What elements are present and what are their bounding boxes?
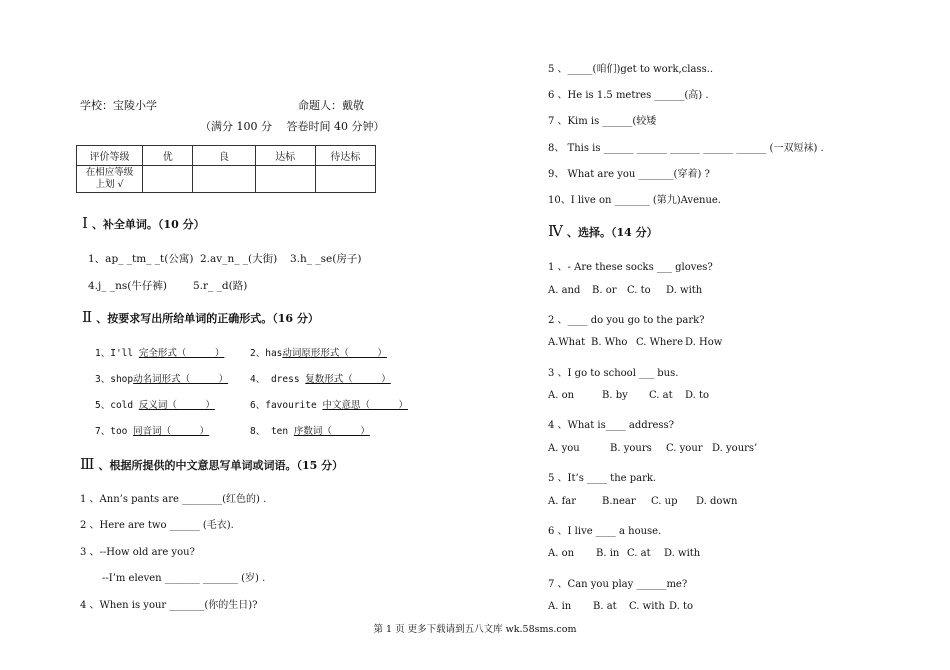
section2-hint: 反义词（ ） (138, 400, 215, 411)
author-name: 命题人：戴敬 (298, 99, 364, 112)
grade-cell[interactable] (315, 166, 375, 193)
section3-title: 、根据所提供的中文意思写单词或词语。（15 分） (98, 459, 344, 472)
question-text: 2 、____ do you go to the park? (548, 315, 705, 326)
option-b[interactable]: B. at (593, 601, 617, 612)
option-a[interactable]: A. far (548, 496, 577, 507)
option-a[interactable]: A. in (548, 601, 572, 612)
section2-item (95, 371, 228, 385)
section1-item: 2.av_n_ _(大街) (200, 253, 278, 265)
section3-heading (80, 455, 343, 473)
school-name: 学校：宝陵小学 (80, 99, 157, 112)
section2-hint: 序数词（ ） (293, 426, 370, 437)
section2-hint: 同音词（ ） (133, 426, 210, 437)
section3-item: 4 、When is your _______(你的生日)? (80, 600, 258, 611)
section3-item: 2 、Here are two ______ (毛衣). (80, 520, 234, 531)
section2-word: 2、has (250, 348, 283, 359)
section2-hint: 中文意思（ ） (322, 400, 408, 411)
section3-item: --I’m eleven _______ _______ (岁) . (102, 573, 266, 584)
section3-item: 9、 What are you _______(穿着) ? (548, 169, 710, 180)
option-a[interactable]: A. on (548, 390, 575, 401)
grade-cell[interactable] (255, 166, 315, 193)
grade-header-cell: 达标 (255, 146, 315, 166)
grade-row-label (77, 166, 143, 193)
option-d[interactable]: D. down (696, 496, 738, 507)
page-footer: 第 1 页 更多下载请到五八文库 wk.58sms.com (373, 624, 577, 635)
section2-item (250, 371, 391, 385)
section2-word: 3、shop (95, 374, 134, 385)
section4-heading (548, 222, 658, 240)
grade-header-cell: 优 (143, 146, 193, 166)
option-c[interactable]: C. Where (636, 337, 683, 348)
section1-item: 5.r_ _d(路) (193, 280, 248, 292)
scoring-info: （满分 100 分 答卷时间 40 分钟） (200, 120, 385, 133)
option-b[interactable]: B. by (602, 390, 628, 401)
section4-title: 、选择。（14 分） (567, 226, 658, 239)
section3-item: 10、I live on _______ (第九)Avenue. (548, 195, 721, 206)
question-text: 4 、What is____ address? (548, 420, 675, 431)
question-text: 7 、Can you play ______me? (548, 579, 688, 590)
option-c[interactable]: C. at (649, 390, 673, 401)
section2-word: 4、 dress (250, 374, 300, 385)
section2-hint: 动名词形式（ ） (133, 374, 229, 385)
option-a[interactable]: A. and (548, 285, 581, 296)
section2-word: 7、too (95, 426, 128, 437)
grade-table (76, 145, 376, 193)
section2-item (250, 345, 387, 359)
option-d[interactable]: D. How (685, 337, 723, 348)
section1-item: 1、ap_ _tm_ _t(公寓) (88, 253, 194, 265)
option-d[interactable]: D. to (669, 601, 694, 612)
section2-hint: 动词原形形式（ ） (282, 348, 387, 359)
option-c[interactable]: C. at (627, 548, 651, 559)
section2-item (95, 397, 215, 411)
section3-item: 3 、--How old are you? (80, 547, 195, 558)
option-b[interactable]: B. Who (591, 337, 628, 348)
section1-item: 4.j_ _ns(牛仔裤) (88, 280, 167, 292)
option-c[interactable]: C. with (629, 601, 665, 612)
section3-item: 5 、_____(咱们)get to work,class.. (548, 64, 714, 75)
section2-item (250, 397, 408, 411)
grade-header-cell: 评价等级 (77, 146, 143, 166)
section3-item: 6 、He is 1.5 metres ______(高) . (548, 90, 709, 101)
section2-word: 5、cold (95, 400, 134, 411)
section3-item: 7 、Kim is ______(较矮 (548, 116, 657, 127)
question-text: 5 、It’s ____ the park. (548, 473, 657, 484)
option-a[interactable]: A.What (548, 337, 586, 348)
section2-title: 、按要求写出所给单词的正确形式。（16 分） (96, 312, 319, 325)
section2-word: 8、 ten (250, 426, 289, 437)
option-c[interactable]: C. up (651, 496, 678, 507)
option-c[interactable]: C. to (627, 285, 651, 296)
section2-hint: 完全形式（ ） (138, 348, 225, 359)
section3-item: 8、 This is ______ ______ ______ ______ ______ (一双短袜) . (548, 143, 824, 154)
section1-heading (82, 214, 205, 232)
section2-hint: 复数形式（ ） (305, 374, 391, 385)
section2-item (95, 345, 224, 359)
section2-num: Ⅱ (82, 308, 93, 326)
question-text: 1 、- Are these socks ___ gloves? (548, 262, 713, 273)
grade-cell[interactable] (143, 166, 193, 193)
option-b[interactable]: B. yours (610, 443, 652, 454)
section2-word: 6、favourite (250, 400, 317, 411)
option-b[interactable]: B. in (596, 548, 620, 559)
question-text: 3 、I go to school ___ bus. (548, 368, 679, 379)
grade-header-cell: 待达标 (315, 146, 375, 166)
option-a[interactable]: A. you (548, 443, 580, 454)
grade-row-label-line1: 在相应等级 (85, 167, 134, 178)
option-b[interactable]: B.near (602, 496, 636, 507)
option-a[interactable]: A. on (548, 548, 575, 559)
option-d[interactable]: D. with (666, 285, 703, 296)
grade-header-cell: 良 (193, 146, 255, 166)
grade-cell[interactable] (193, 166, 255, 193)
section4-num: Ⅳ (548, 222, 563, 240)
option-d[interactable]: D. with (664, 548, 701, 559)
option-d[interactable]: D. to (685, 390, 710, 401)
option-d[interactable]: D. yours’ (712, 443, 758, 454)
section3-num: Ⅲ (80, 455, 95, 473)
section2-item (250, 423, 370, 437)
section2-item (95, 423, 209, 437)
section2-word: 1、I'll (95, 348, 134, 359)
grade-row-label-line2: 上划 √ (95, 179, 124, 190)
section1-title: 、补全单词。（10 分） (91, 218, 205, 231)
section2-heading (82, 308, 319, 326)
option-c[interactable]: C. your (666, 443, 703, 454)
question-text: 6 、I live ____ a house. (548, 526, 662, 537)
section3-item: 1 、Ann’s pants are ________(红色的) . (80, 494, 267, 505)
section1-num: Ⅰ (82, 214, 88, 232)
option-b[interactable]: B. or (592, 285, 617, 296)
section1-item: 3.h_ _se(房子) (290, 253, 362, 265)
